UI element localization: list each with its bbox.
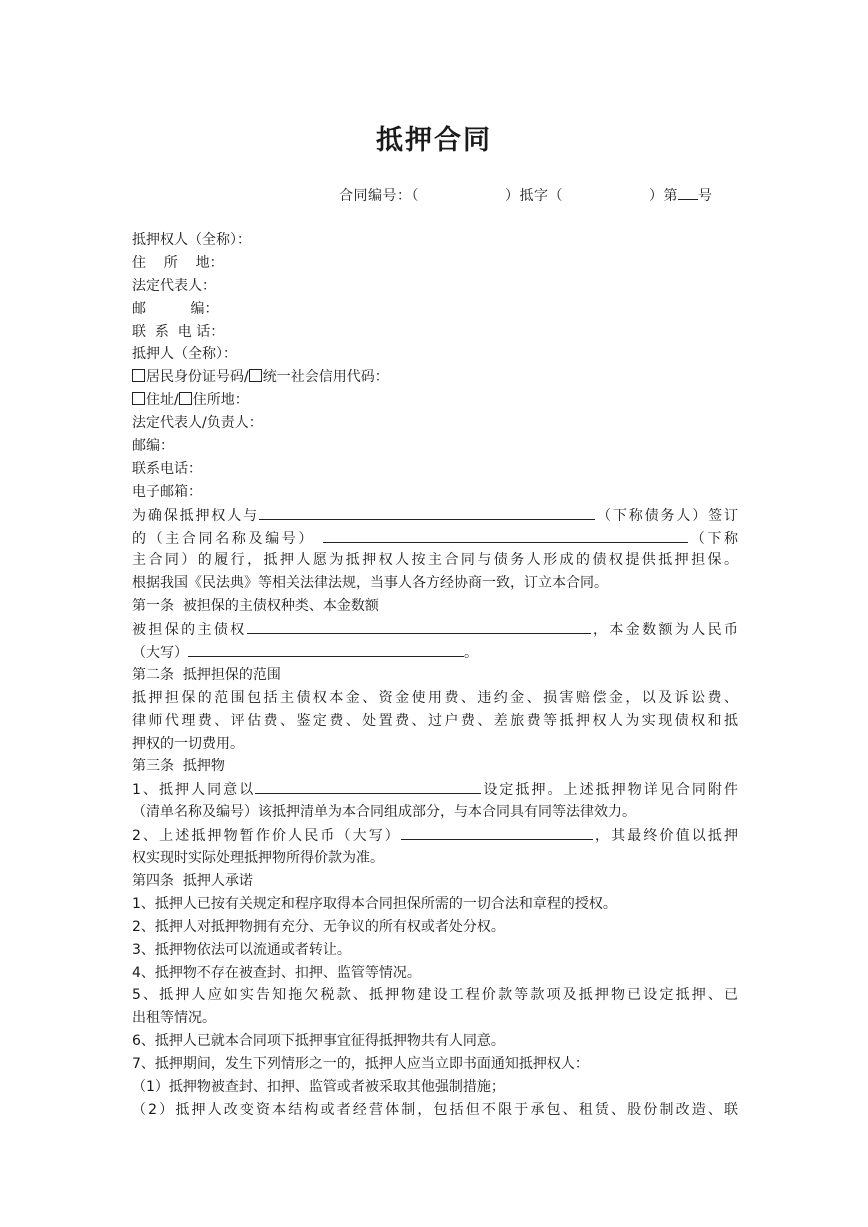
- amount-words-blank: [188, 641, 464, 657]
- article-text: 。: [464, 645, 478, 662]
- article-4-item-6: 6、抵押人已就本合同项下抵押事宜征得抵押物共有人同意。: [132, 1033, 505, 1050]
- article-4-subitem-2: （2）抵押人改变资本结构或者经营体制，包括但不限于承包、租赁、股份制改造、联: [132, 1101, 738, 1118]
- preamble-text: （下称债务人）签订: [595, 507, 738, 524]
- valuation-blank: [401, 824, 593, 840]
- article-1-line-2: [132, 641, 738, 664]
- article-3-item-2-line-2: 权实现时实际处理抵押物所得价款为准。: [132, 850, 384, 867]
- preamble-line-3: 主合同）的履行，抵押人愿为抵押权人按主合同与债务人形成的债权提供抵押担保。: [132, 552, 738, 569]
- checkbox-credit-code[interactable]: [249, 369, 262, 382]
- contract-no-label: 合同编号：（: [339, 188, 419, 204]
- mortgagor-postcode-label: 邮编：: [132, 438, 174, 455]
- mortgagor-name-label: 抵押人（全称）：: [132, 346, 237, 363]
- preamble-line-2: [132, 527, 738, 550]
- contract-body: [132, 229, 738, 1122]
- mortgagee-name-label: 抵押权人（全称）：: [132, 232, 251, 248]
- article-4-heading: 第四条 抵押人承诺: [132, 872, 253, 889]
- article-text: 1、抵押人同意以: [132, 782, 256, 799]
- residence-label: 住址/: [146, 392, 179, 409]
- article-text: 2、上述抵押物暂作价人民币（大写）: [132, 828, 401, 845]
- mortgagee-phone-label: 联 系 电 话：: [132, 323, 225, 340]
- article-4-item-5-line-1: 5、抵押人应如实告知拖欠税款、抵押物建设工程价款等款项及抵押物已设定抵押、已: [132, 987, 738, 1004]
- checkbox-residence[interactable]: [132, 392, 145, 405]
- id-card-label: 居民身份证号码/: [146, 369, 249, 386]
- document-title: 抵押合同: [376, 125, 492, 156]
- main-debt-blank: [247, 618, 591, 634]
- mortgagor-address-line: [132, 389, 738, 412]
- article-4-item-1: 1、抵押人已按有关规定和程序取得本合同担保所需的一切合法和章程的授权。: [132, 895, 617, 912]
- domicile-label: 住所地：: [192, 392, 249, 409]
- article-text: （大写）: [132, 645, 188, 662]
- article-2-line-3: 押权的一切费用。: [132, 735, 244, 752]
- article-4-subitem-1: （1）抵押物被查封、扣押、监管或者被采取其他强制措施；: [132, 1078, 505, 1095]
- debtor-blank: [259, 504, 595, 520]
- article-1-heading: 第一条 被担保的主债权种类、本金数额: [132, 598, 379, 615]
- article-2-heading: 第二条 抵押担保的范围: [132, 666, 281, 683]
- checkbox-domicile[interactable]: [179, 392, 192, 405]
- article-1-line-1: [132, 618, 738, 641]
- article-text: ，其最终价值以抵押: [592, 828, 738, 845]
- article-3-item-1-line-2: （清单名称及编号）该抵押清单为本合同组成部分，与本合同具有同等法律效力。: [132, 804, 636, 821]
- contract-no-blank: [678, 184, 698, 200]
- preamble-text: 为确保抵押权人与: [132, 507, 260, 524]
- main-contract-blank: [323, 527, 688, 543]
- preamble-text: 的（主合同名称及编号）: [132, 530, 316, 547]
- mortgagee-rep-label: 法定代表人：: [132, 277, 216, 294]
- collateral-blank: [255, 778, 481, 794]
- mortgagor-email-label: 电子邮箱：: [132, 483, 202, 500]
- contract-no-seq: ）第: [649, 188, 678, 204]
- contract-number-line: [339, 184, 739, 205]
- article-text: ，本金数额为人民币: [590, 622, 738, 639]
- preamble-line-1: [132, 504, 738, 527]
- mortgagor-phone-label: 联系电话：: [132, 460, 202, 477]
- article-4-item-4: 4、抵押物不存在被查封、扣押、监管等情况。: [132, 964, 421, 981]
- article-4-item-2: 2、抵押人对抵押物拥有充分、无争议的所有权或者处分权。: [132, 918, 505, 935]
- preamble-line-4: 根据我国《民法典》等相关法律法规，当事人各方经协商一致，订立本合同。: [132, 575, 608, 592]
- article-3-item-1-line-1: [132, 778, 738, 801]
- contract-no-suffix: 号: [698, 188, 713, 204]
- contract-no-mid: ）抵字（: [505, 188, 563, 204]
- mortgagor-rep-label: 法定代表人/负责人：: [132, 415, 263, 432]
- article-3-item-2-line-1: [132, 824, 738, 847]
- article-text: 被担保的主债权: [132, 622, 247, 639]
- article-2-line-1: 抵押担保的范围包括主债权本金、资金使用费、违约金、损害赔偿金，以及诉讼费、: [132, 689, 738, 706]
- article-2-line-2: 律师代理费、评估费、鉴定费、处置费、过户费、差旅费等抵押权人为实现债权和抵: [132, 712, 738, 729]
- article-4-item-5-line-2: 出租等情况。: [132, 1010, 216, 1027]
- credit-code-label: 统一社会信用代码：: [262, 369, 389, 386]
- article-4-item-7: 7、抵押期间，发生下列情形之一的，抵押人应当立即书面通知抵押权人：: [132, 1056, 589, 1073]
- article-text: 设定抵押。上述抵押物详见合同附件: [481, 782, 738, 799]
- mortgagor-id-line: [132, 366, 738, 389]
- checkbox-id[interactable]: [132, 369, 145, 382]
- mortgagee-postcode-label: 邮 编：: [132, 300, 219, 317]
- preamble-text: （下称: [688, 530, 738, 547]
- article-3-heading: 第三条 抵押物: [132, 758, 225, 775]
- article-4-item-3: 3、抵押物依法可以流通或者转让。: [132, 941, 351, 958]
- mortgagee-address-label: 住 所 地：: [132, 254, 224, 271]
